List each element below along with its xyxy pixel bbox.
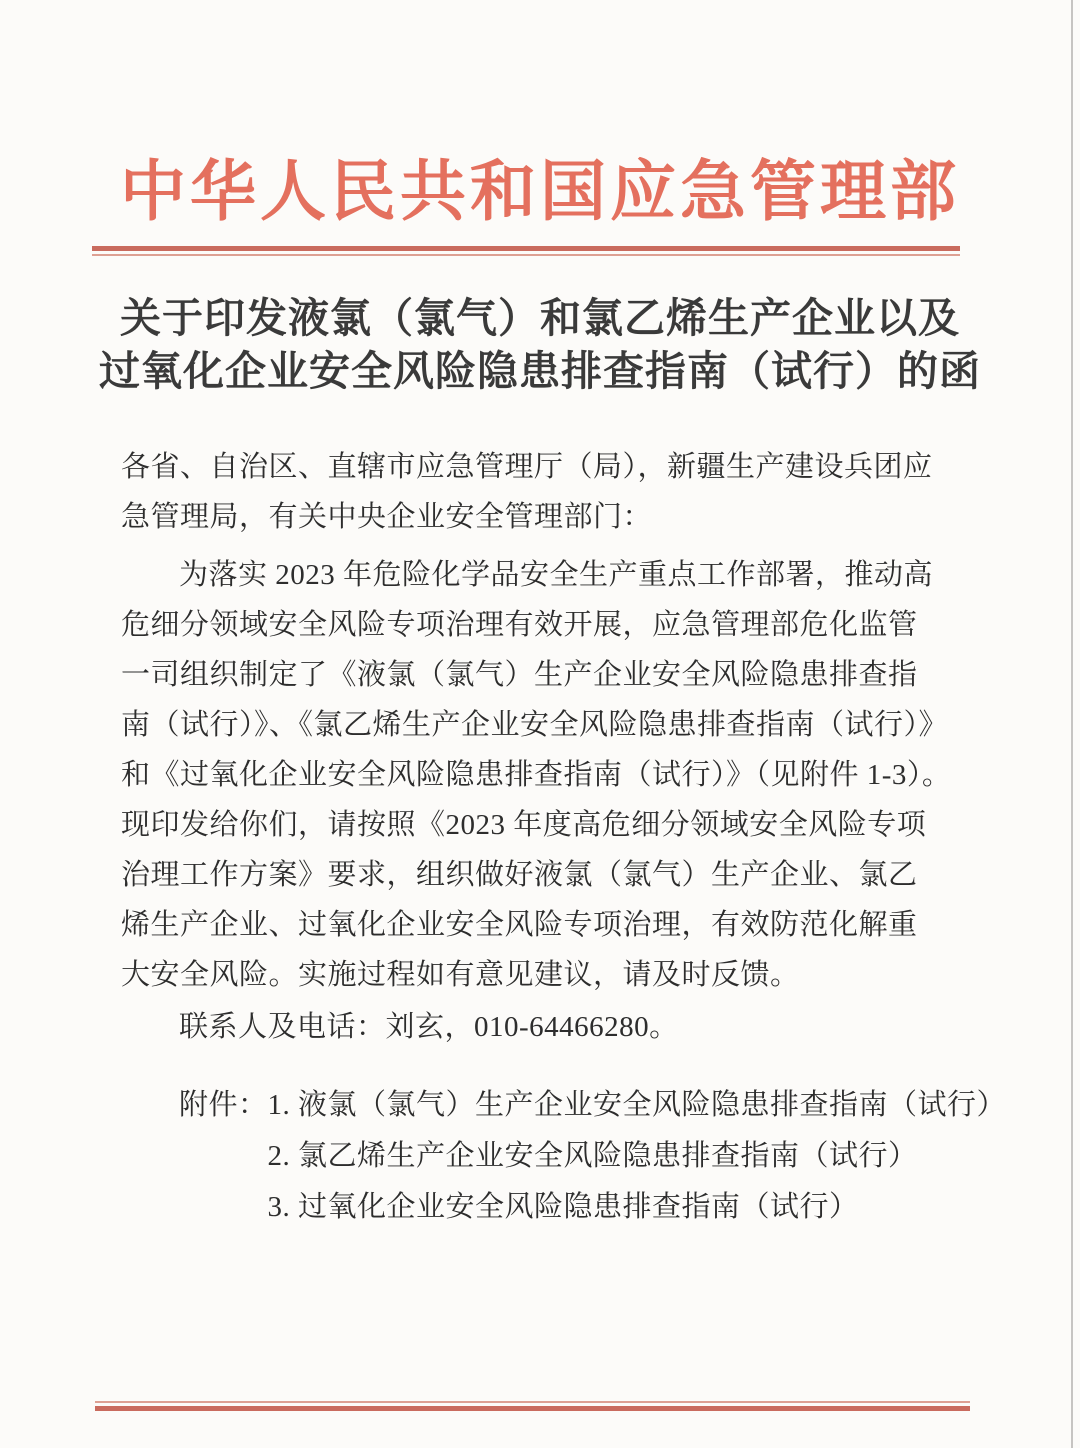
- attachment-item: 1. 液氯（氯气）生产企业安全风险隐患排查指南（试行）: [267, 1089, 1007, 1121]
- attachments-list: [121, 1080, 1007, 1233]
- body-line: 大安全风险。实施过程如有意见建议，请及时反馈。: [121, 959, 800, 991]
- body-line: 危细分领域安全风险专项治理有效开展，应急管理部危化监管: [121, 609, 918, 641]
- salutation-line: 各省、自治区、直辖市应急管理厅（局），新疆生产建设兵团应: [121, 451, 933, 483]
- letterhead-divider-thin-line: [92, 254, 960, 256]
- salutation: [121, 442, 951, 542]
- attachment-item: 3. 过氧化企业安全风险隐患排查指南（试行）: [267, 1191, 859, 1223]
- body-line: 和《过氧化企业安全风险隐患排查指南（试行）》（见附件 1-3）。: [121, 759, 952, 791]
- body-line: 为落实 2023 年危险化学品安全生产重点工作部署，推动高: [179, 559, 934, 591]
- contact-line: 联系人及电话：刘玄，010-64466280。: [179, 1011, 679, 1043]
- salutation-line: 急管理局，有关中央企业安全管理部门：: [121, 501, 653, 533]
- document-title-line2: 过氧化企业安全风险隐患排查指南（试行）的函: [99, 348, 981, 394]
- attachment-row: [121, 1182, 951, 1233]
- body-line: 治理工作方案》要求，组织做好液氯（氯气）生产企业、氯乙: [121, 859, 918, 891]
- attachment-row: [121, 1131, 951, 1182]
- letterhead-divider: [92, 246, 960, 256]
- footer-divider-thick-line: [95, 1406, 970, 1411]
- document-title-line1: 关于印发液氯（氯气）和氯乙烯生产企业以及: [120, 295, 960, 341]
- body-line: 烯生产企业、过氧化企业安全风险专项治理，有效防范化解重: [121, 909, 918, 941]
- attachment-item: 2. 氯乙烯生产企业安全风险隐患排查指南（试行）: [267, 1140, 918, 1172]
- body-line: 南（试行）》、《氯乙烯生产企业安全风险隐患排查指南（试行）》: [121, 709, 949, 741]
- footer-divider: [95, 1401, 970, 1411]
- attachments-label: 附件：: [179, 1089, 268, 1121]
- main-paragraph: [121, 550, 951, 1000]
- document-body: [121, 442, 1007, 1233]
- body-line: 现印发给你们，请按照《2023 年度高危细分领域安全风险专项: [121, 809, 927, 841]
- document-title: [0, 292, 1080, 398]
- body-line: 一司组织制定了《液氯（氯气）生产企业安全风险隐患排查指: [121, 659, 918, 691]
- attachment-row: [121, 1080, 1007, 1131]
- letterhead-title: 中华人民共和国应急管理部: [120, 156, 960, 229]
